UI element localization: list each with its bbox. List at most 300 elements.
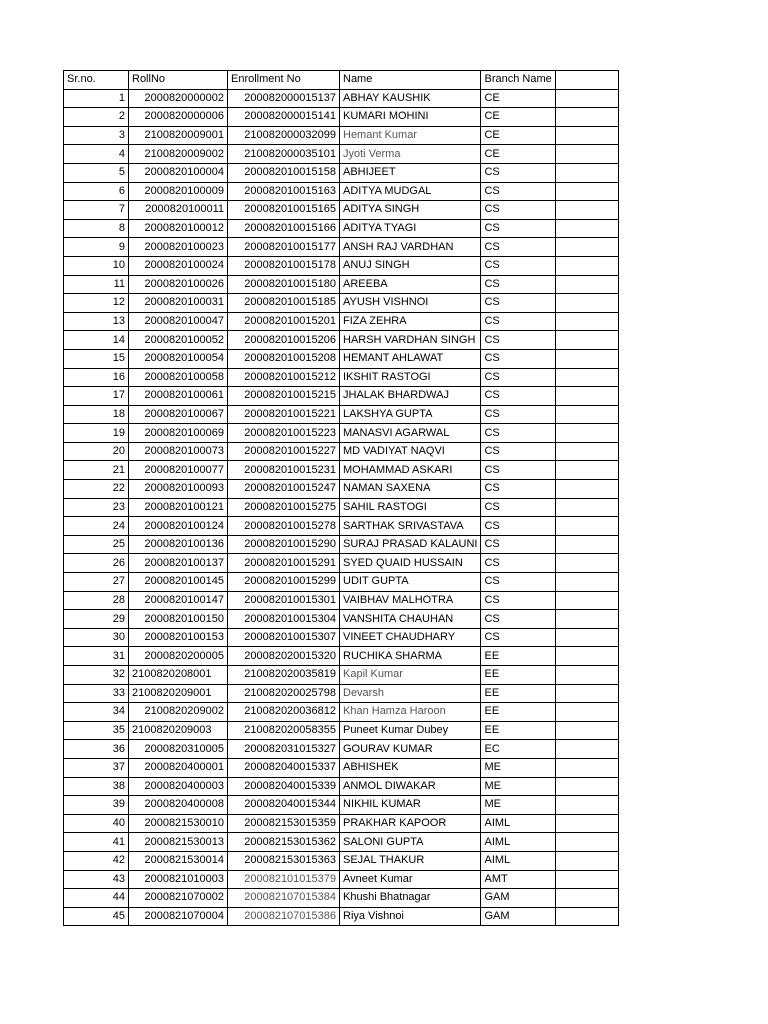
cell-empty: [555, 814, 618, 833]
cell-enrollment: 200082000015137: [228, 89, 340, 108]
cell-branch: ME: [481, 796, 555, 815]
cell-srno: 37: [64, 758, 129, 777]
cell-srno: 17: [64, 387, 129, 406]
cell-branch: GAM: [481, 889, 555, 908]
cell-branch: CS: [481, 312, 555, 331]
cell-empty: [555, 666, 618, 685]
table-row: [64, 163, 619, 182]
cell-rollno: 2000820100023: [129, 238, 228, 257]
cell-empty: [555, 387, 618, 406]
cell-srno: 43: [64, 870, 129, 889]
cell-srno: 25: [64, 535, 129, 554]
cell-srno: 34: [64, 703, 129, 722]
table-row: [64, 889, 619, 908]
cell-enrollment: 200082010015201: [228, 312, 340, 331]
cell-enrollment: 200082010015158: [228, 163, 340, 182]
cell-srno: 13: [64, 312, 129, 331]
table-row: [64, 331, 619, 350]
cell-srno: 4: [64, 145, 129, 164]
cell-empty: [555, 870, 618, 889]
cell-enrollment: 200082010015215: [228, 387, 340, 406]
cell-srno: 28: [64, 591, 129, 610]
cell-srno: 31: [64, 647, 129, 666]
cell-branch: CS: [481, 256, 555, 275]
cell-empty: [555, 238, 618, 257]
cell-branch: CS: [481, 349, 555, 368]
cell-enrollment: 200082010015221: [228, 405, 340, 424]
header-srno: Sr.no.: [64, 71, 129, 90]
cell-branch: CS: [481, 480, 555, 499]
cell-name: FIZA ZEHRA: [340, 312, 481, 331]
cell-srno: 2: [64, 108, 129, 127]
cell-branch: EE: [481, 721, 555, 740]
cell-empty: [555, 182, 618, 201]
table-row: [64, 610, 619, 629]
cell-branch: CS: [481, 405, 555, 424]
cell-rollno: 2000820100137: [129, 554, 228, 573]
cell-rollno: 2000821070002: [129, 889, 228, 908]
cell-srno: 32: [64, 666, 129, 685]
cell-name: VAIBHAV MALHOTRA: [340, 591, 481, 610]
table-row: [64, 182, 619, 201]
cell-name: Khan Hamza Haroon: [340, 703, 481, 722]
cell-empty: [555, 554, 618, 573]
cell-branch: EE: [481, 647, 555, 666]
cell-empty: [555, 833, 618, 852]
table-row: [64, 387, 619, 406]
cell-branch: CS: [481, 275, 555, 294]
cell-enrollment: 200082040015337: [228, 758, 340, 777]
header-row: [64, 71, 619, 90]
table-row: [64, 684, 619, 703]
cell-empty: [555, 256, 618, 275]
table-row: [64, 145, 619, 164]
cell-branch: CS: [481, 201, 555, 220]
cell-srno: 9: [64, 238, 129, 257]
cell-rollno: 2000820100121: [129, 498, 228, 517]
cell-empty: [555, 573, 618, 592]
cell-name: HEMANT AHLAWAT: [340, 349, 481, 368]
cell-srno: 41: [64, 833, 129, 852]
cell-enrollment: 200082010015227: [228, 442, 340, 461]
cell-enrollment: 200082010015208: [228, 349, 340, 368]
cell-empty: [555, 331, 618, 350]
cell-enrollment: 200082010015185: [228, 294, 340, 313]
cell-enrollment: 200082031015327: [228, 740, 340, 759]
cell-srno: 45: [64, 907, 129, 926]
cell-rollno: 2100820208001: [129, 666, 228, 685]
table-row: [64, 907, 619, 926]
cell-branch: AIML: [481, 814, 555, 833]
table-row: [64, 349, 619, 368]
cell-rollno: 2000820400001: [129, 758, 228, 777]
cell-rollno: 2000821530010: [129, 814, 228, 833]
cell-rollno: 2000820100052: [129, 331, 228, 350]
cell-branch: CS: [481, 610, 555, 629]
cell-enrollment: 210082000035101: [228, 145, 340, 164]
cell-rollno: 2000821070004: [129, 907, 228, 926]
cell-rollno: 2000820100145: [129, 573, 228, 592]
cell-enrollment: 200082010015290: [228, 535, 340, 554]
cell-enrollment: 200082010015178: [228, 256, 340, 275]
header-rollno: RollNo: [129, 71, 228, 90]
cell-rollno: 2000820400008: [129, 796, 228, 815]
cell-branch: CE: [481, 126, 555, 145]
cell-srno: 40: [64, 814, 129, 833]
cell-name: Puneet Kumar Dubey: [340, 721, 481, 740]
cell-enrollment: 210082000032099: [228, 126, 340, 145]
cell-empty: [555, 907, 618, 926]
cell-name: RUCHIKA SHARMA: [340, 647, 481, 666]
cell-branch: CS: [481, 591, 555, 610]
cell-srno: 30: [64, 628, 129, 647]
cell-name: ADITYA MUDGAL: [340, 182, 481, 201]
table-row: [64, 219, 619, 238]
table-row: [64, 554, 619, 573]
cell-branch: EE: [481, 666, 555, 685]
cell-enrollment: 200082010015177: [228, 238, 340, 257]
cell-name: NAMAN SAXENA: [340, 480, 481, 499]
cell-rollno: 2000820100061: [129, 387, 228, 406]
cell-enrollment: 200082040015339: [228, 777, 340, 796]
cell-rollno: 2000820100077: [129, 461, 228, 480]
cell-empty: [555, 89, 618, 108]
table-row: [64, 740, 619, 759]
cell-name: UDIT GUPTA: [340, 573, 481, 592]
cell-name: JHALAK BHARDWAJ: [340, 387, 481, 406]
cell-empty: [555, 591, 618, 610]
cell-empty: [555, 201, 618, 220]
cell-srno: 26: [64, 554, 129, 573]
cell-branch: CS: [481, 535, 555, 554]
cell-branch: CS: [481, 573, 555, 592]
cell-branch: CS: [481, 238, 555, 257]
table-row: [64, 721, 619, 740]
cell-branch: CS: [481, 461, 555, 480]
cell-enrollment: 200082153015363: [228, 851, 340, 870]
cell-name: IKSHIT RASTOGI: [340, 368, 481, 387]
cell-srno: 36: [64, 740, 129, 759]
cell-branch: CS: [481, 442, 555, 461]
cell-rollno: 2100820209001: [129, 684, 228, 703]
cell-enrollment: 200082010015165: [228, 201, 340, 220]
table-row: [64, 833, 619, 852]
cell-srno: 19: [64, 424, 129, 443]
cell-name: SEJAL THAKUR: [340, 851, 481, 870]
cell-rollno: 2000820100153: [129, 628, 228, 647]
cell-rollno: 2000820100054: [129, 349, 228, 368]
cell-srno: 8: [64, 219, 129, 238]
cell-empty: [555, 163, 618, 182]
cell-enrollment: 210082020036812: [228, 703, 340, 722]
cell-enrollment: 200082107015386: [228, 907, 340, 926]
cell-empty: [555, 349, 618, 368]
table-row: [64, 814, 619, 833]
cell-empty: [555, 442, 618, 461]
cell-branch: CE: [481, 89, 555, 108]
table-row: [64, 628, 619, 647]
cell-name: MANASVI AGARWAL: [340, 424, 481, 443]
table-row: [64, 573, 619, 592]
cell-srno: 22: [64, 480, 129, 499]
cell-enrollment: 200082010015212: [228, 368, 340, 387]
cell-branch: AIML: [481, 833, 555, 852]
cell-srno: 23: [64, 498, 129, 517]
table-row: [64, 666, 619, 685]
cell-name: SALONI GUPTA: [340, 833, 481, 852]
table-row: [64, 851, 619, 870]
cell-enrollment: 200082010015291: [228, 554, 340, 573]
cell-rollno: 2000820000006: [129, 108, 228, 127]
cell-enrollment: 200082101015379: [228, 870, 340, 889]
cell-empty: [555, 703, 618, 722]
header-empty: [555, 71, 618, 90]
cell-srno: 11: [64, 275, 129, 294]
cell-name: ABHISHEK: [340, 758, 481, 777]
cell-enrollment: 200082010015206: [228, 331, 340, 350]
header-branch: Branch Name: [481, 71, 555, 90]
cell-srno: 5: [64, 163, 129, 182]
cell-srno: 42: [64, 851, 129, 870]
table-row: [64, 238, 619, 257]
cell-empty: [555, 777, 618, 796]
cell-name: ADITYA SINGH: [340, 201, 481, 220]
cell-rollno: 2000820100150: [129, 610, 228, 629]
table-row: [64, 294, 619, 313]
cell-name: Riya Vishnoi: [340, 907, 481, 926]
cell-srno: 38: [64, 777, 129, 796]
cell-branch: CS: [481, 498, 555, 517]
cell-branch: CS: [481, 331, 555, 350]
cell-name: AREEBA: [340, 275, 481, 294]
cell-name: PRAKHAR KAPOOR: [340, 814, 481, 833]
cell-branch: EE: [481, 684, 555, 703]
cell-srno: 24: [64, 517, 129, 536]
cell-srno: 35: [64, 721, 129, 740]
cell-rollno: 2000820100047: [129, 312, 228, 331]
cell-rollno: 2000820100136: [129, 535, 228, 554]
cell-enrollment: 210082020058355: [228, 721, 340, 740]
cell-rollno: 2000821530014: [129, 851, 228, 870]
cell-srno: 33: [64, 684, 129, 703]
table-row: [64, 442, 619, 461]
cell-name: VINEET CHAUDHARY: [340, 628, 481, 647]
cell-srno: 20: [64, 442, 129, 461]
cell-enrollment: 200082153015359: [228, 814, 340, 833]
cell-name: HARSH VARDHAN SINGH: [340, 331, 481, 350]
cell-enrollment: 200082010015223: [228, 424, 340, 443]
cell-branch: CS: [481, 517, 555, 536]
cell-empty: [555, 684, 618, 703]
cell-name: MOHAMMAD ASKARI: [340, 461, 481, 480]
table-row: [64, 108, 619, 127]
cell-rollno: 2000820100004: [129, 163, 228, 182]
cell-srno: 39: [64, 796, 129, 815]
cell-enrollment: 200082153015362: [228, 833, 340, 852]
cell-branch: CS: [481, 219, 555, 238]
cell-rollno: 2000820100026: [129, 275, 228, 294]
cell-name: GOURAV KUMAR: [340, 740, 481, 759]
table-row: [64, 368, 619, 387]
cell-srno: 14: [64, 331, 129, 350]
cell-srno: 44: [64, 889, 129, 908]
cell-enrollment: 200082040015344: [228, 796, 340, 815]
cell-rollno: 2000820400003: [129, 777, 228, 796]
cell-rollno: 2000820000002: [129, 89, 228, 108]
cell-empty: [555, 740, 618, 759]
cell-name: ADITYA TYAGI: [340, 219, 481, 238]
cell-enrollment: 200082010015278: [228, 517, 340, 536]
cell-enrollment: 200082010015275: [228, 498, 340, 517]
cell-srno: 10: [64, 256, 129, 275]
cell-branch: CS: [481, 294, 555, 313]
cell-branch: CS: [481, 182, 555, 201]
cell-enrollment: 200082010015301: [228, 591, 340, 610]
cell-rollno: 2000821010003: [129, 870, 228, 889]
cell-empty: [555, 145, 618, 164]
cell-branch: AMT: [481, 870, 555, 889]
cell-empty: [555, 889, 618, 908]
cell-rollno: 2000820100073: [129, 442, 228, 461]
cell-branch: CE: [481, 145, 555, 164]
cell-enrollment: 200082107015384: [228, 889, 340, 908]
cell-branch: CS: [481, 424, 555, 443]
cell-name: LAKSHYA GUPTA: [340, 405, 481, 424]
cell-name: ANUJ SINGH: [340, 256, 481, 275]
cell-enrollment: 210082020035819: [228, 666, 340, 685]
cell-srno: 3: [64, 126, 129, 145]
cell-rollno: 2000820100147: [129, 591, 228, 610]
cell-srno: 7: [64, 201, 129, 220]
cell-empty: [555, 851, 618, 870]
cell-enrollment: 200082010015304: [228, 610, 340, 629]
cell-branch: CS: [481, 387, 555, 406]
table-row: [64, 89, 619, 108]
cell-empty: [555, 368, 618, 387]
table-row: [64, 703, 619, 722]
cell-empty: [555, 796, 618, 815]
cell-enrollment: 200082010015180: [228, 275, 340, 294]
table-row: [64, 591, 619, 610]
cell-name: KUMARI MOHINI: [340, 108, 481, 127]
cell-branch: CS: [481, 368, 555, 387]
cell-srno: 18: [64, 405, 129, 424]
cell-empty: [555, 647, 618, 666]
cell-name: ANSH RAJ VARDHAN: [340, 238, 481, 257]
cell-rollno: 2000820100093: [129, 480, 228, 499]
cell-empty: [555, 405, 618, 424]
table-row: [64, 126, 619, 145]
cell-enrollment: 200082000015141: [228, 108, 340, 127]
cell-rollno: 2000820100024: [129, 256, 228, 275]
cell-empty: [555, 628, 618, 647]
cell-empty: [555, 480, 618, 499]
table-row: [64, 405, 619, 424]
header-name: Name: [340, 71, 481, 90]
cell-srno: 6: [64, 182, 129, 201]
table-row: [64, 647, 619, 666]
cell-name: ABHIJEET: [340, 163, 481, 182]
table-row: [64, 312, 619, 331]
cell-name: Jyoti Verma: [340, 145, 481, 164]
cell-rollno: 2000820100009: [129, 182, 228, 201]
cell-rollno: 2000820200005: [129, 647, 228, 666]
cell-empty: [555, 312, 618, 331]
cell-empty: [555, 126, 618, 145]
cell-empty: [555, 424, 618, 443]
cell-empty: [555, 498, 618, 517]
cell-rollno: 2100820009001: [129, 126, 228, 145]
table-row: [64, 758, 619, 777]
cell-rollno: 2000820100031: [129, 294, 228, 313]
table-row: [64, 275, 619, 294]
cell-name: SAHIL RASTOGI: [340, 498, 481, 517]
table-row: [64, 517, 619, 536]
cell-rollno: 2000820100067: [129, 405, 228, 424]
cell-srno: 15: [64, 349, 129, 368]
cell-empty: [555, 275, 618, 294]
cell-branch: CS: [481, 554, 555, 573]
cell-srno: 27: [64, 573, 129, 592]
cell-srno: 29: [64, 610, 129, 629]
cell-rollno: 2000821530013: [129, 833, 228, 852]
cell-enrollment: 200082010015166: [228, 219, 340, 238]
cell-rollno: 2100820009002: [129, 145, 228, 164]
cell-name: ANMOL DIWAKAR: [340, 777, 481, 796]
table-row: [64, 870, 619, 889]
cell-name: Avneet Kumar: [340, 870, 481, 889]
cell-branch: ME: [481, 758, 555, 777]
cell-rollno: 2000820100011: [129, 201, 228, 220]
cell-rollno: 2000820100058: [129, 368, 228, 387]
cell-empty: [555, 461, 618, 480]
cell-rollno: 2000820100012: [129, 219, 228, 238]
cell-empty: [555, 758, 618, 777]
cell-enrollment: 210082020025798: [228, 684, 340, 703]
cell-empty: [555, 294, 618, 313]
cell-name: Hemant Kumar: [340, 126, 481, 145]
cell-branch: GAM: [481, 907, 555, 926]
cell-empty: [555, 610, 618, 629]
cell-branch: EC: [481, 740, 555, 759]
cell-empty: [555, 517, 618, 536]
cell-name: Khushi Bhatnagar: [340, 889, 481, 908]
table-row: [64, 201, 619, 220]
cell-enrollment: 200082010015307: [228, 628, 340, 647]
cell-enrollment: 200082010015247: [228, 480, 340, 499]
cell-empty: [555, 219, 618, 238]
table-row: [64, 424, 619, 443]
cell-rollno: 2000820310005: [129, 740, 228, 759]
cell-rollno: 2000820100069: [129, 424, 228, 443]
cell-branch: ME: [481, 777, 555, 796]
cell-name: NIKHIL KUMAR: [340, 796, 481, 815]
table-row: [64, 535, 619, 554]
cell-branch: CE: [481, 108, 555, 127]
table-row: [64, 256, 619, 275]
cell-branch: AIML: [481, 851, 555, 870]
cell-srno: 16: [64, 368, 129, 387]
table-row: [64, 480, 619, 499]
student-table: [63, 70, 619, 926]
cell-branch: CS: [481, 163, 555, 182]
cell-empty: [555, 108, 618, 127]
cell-rollno: 2000820100124: [129, 517, 228, 536]
cell-name: MD VADIYAT NAQVI: [340, 442, 481, 461]
table-row: [64, 461, 619, 480]
cell-name: SARTHAK SRIVASTAVA: [340, 517, 481, 536]
table-row: [64, 498, 619, 517]
